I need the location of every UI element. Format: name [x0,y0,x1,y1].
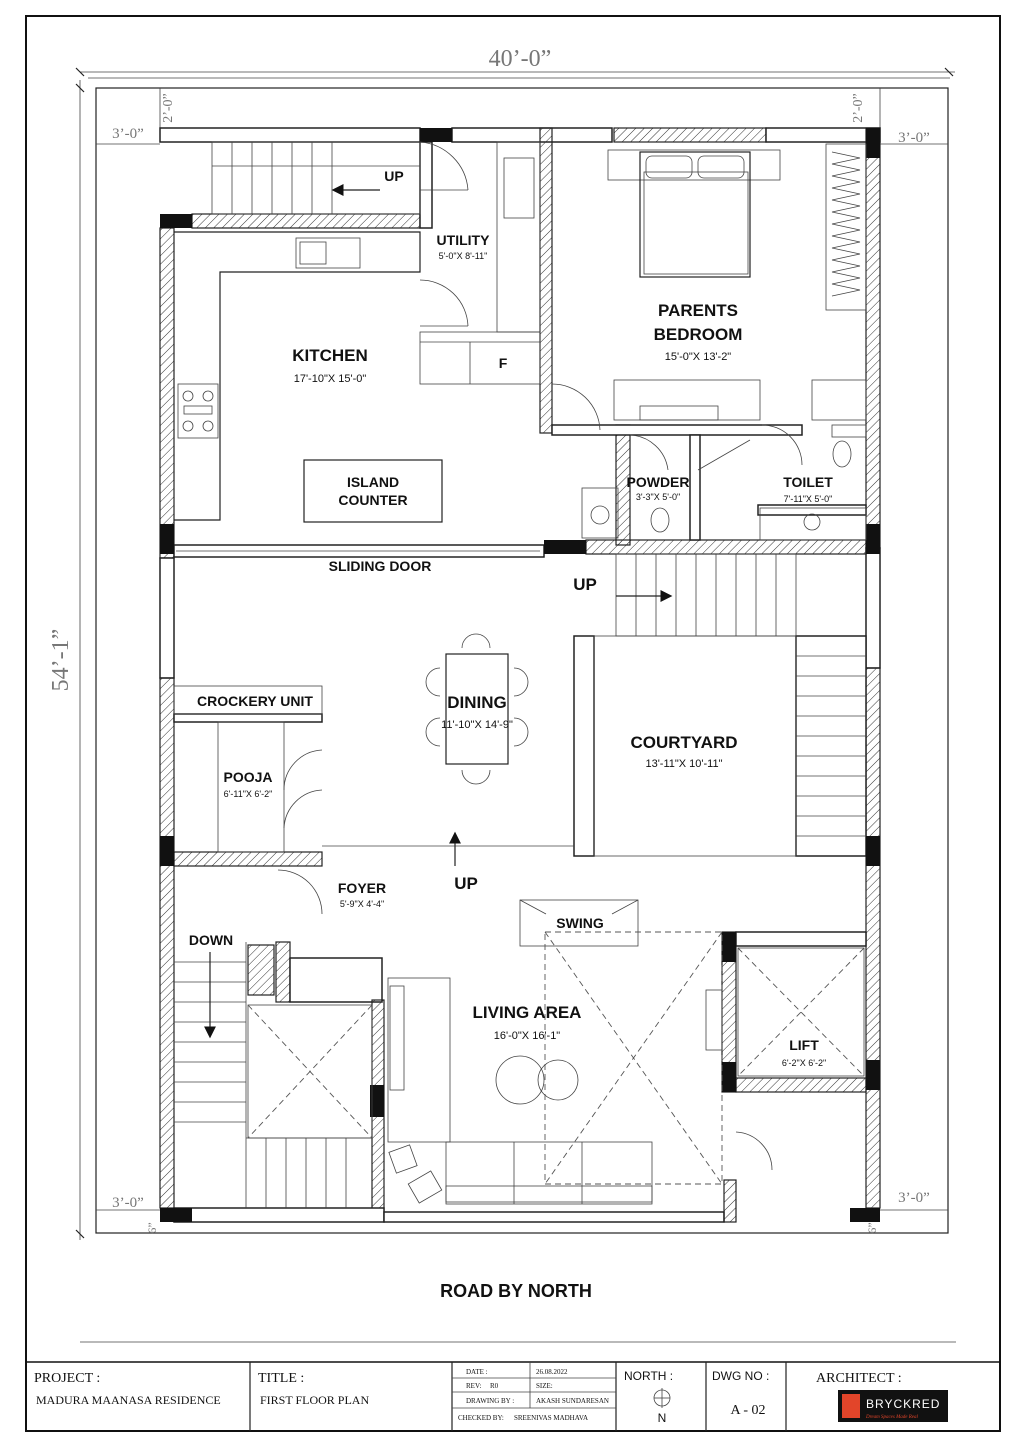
island-label-1: ISLAND [346,474,400,490]
stair-down-label: DOWN [188,932,234,948]
island-counter [304,460,442,522]
title-value: FIRST FLOOR PLAN [260,1393,370,1407]
title-label: TITLE : [258,1371,305,1386]
stair-up-label-top: UP [384,168,404,184]
bed-headboard [608,150,780,180]
swing-label: SWING [556,915,604,931]
bedroom-tv-unit [614,380,760,420]
setback-bottom-small-left: 6” [145,1222,159,1234]
toilet-dim: 7'-11"X 5'-0" [783,494,833,504]
island-label-2: COUNTER [338,492,408,508]
fridge-label: F [498,355,508,371]
foyer-label: FOYER [337,880,387,896]
courtyard-dim: 13'-11"X 10'-11" [645,758,723,770]
utility-dim: 5'-0"X 8'-11" [438,251,488,261]
overall-depth-dim: 54’-1” [48,628,74,692]
setback-top-left: 3’-0” [112,126,144,142]
lift-label: LIFT [789,1037,819,1053]
stair-up-label-mid: UP [573,575,597,594]
walls [160,128,880,1222]
architect-label: ARCHITECT : [816,1371,902,1386]
setback-front-left: 2’-0” [161,93,176,123]
utility-sink [504,158,534,218]
sofa-left [388,978,450,1142]
powder-dim: 3'-3"X 5'-0" [635,492,681,502]
checked-by-value: SREENIVAS MADHAVA [514,1414,589,1422]
pooja-unit [218,722,284,852]
title-block [26,1362,1000,1431]
sofa-bottom [446,1142,652,1204]
logo-text: BRYCKRED [866,1397,941,1411]
road-label: ROAD BY NORTH [440,1281,592,1301]
date-value: 26.08.2022 [536,1368,568,1376]
living-label: LIVING AREA [472,1003,582,1022]
columns [160,128,880,1222]
coffee-table [496,1056,544,1104]
drawing-by-label: DRAWING BY : [466,1397,515,1405]
size-label: SIZE: [536,1382,553,1390]
parents-label-2: BEDROOM [653,325,743,344]
bed [640,152,750,277]
setback-top-right: 3’-0” [898,130,930,146]
tv-unit [706,990,722,1050]
stair-up-label-foyer: UP [454,874,478,893]
dwg-label: DWG NO : [712,1369,770,1383]
north-letter: N [657,1411,667,1425]
toilet-wc [833,441,851,467]
parents-dim: 15'-0"X 13'-2" [664,351,732,363]
utility-label: UTILITY [436,232,490,248]
rev-value: R0 [490,1382,499,1390]
overall-width-dim: 40’-0” [488,46,552,72]
date-label: DATE : [466,1368,488,1376]
toilet-label: TOILET [783,474,833,490]
project-value: MADURA MAANASA RESIDENCE [36,1393,221,1407]
rev-label: REV: [466,1382,482,1390]
sliding-door-label: SLIDING DOOR [328,558,432,574]
powder-label: POWDER [626,474,690,490]
fixtures [174,142,866,1208]
kitchen-sink [296,238,360,268]
logo-mark-icon [842,1394,860,1418]
kitchen-dim: 17'-10"X 15'-0" [293,373,367,385]
crockery-label: CROCKERY UNIT [197,693,313,709]
kitchen-label: KITCHEN [292,346,368,365]
setback-front-right: 2’-0” [851,93,866,123]
dining-label: DINING [447,693,507,712]
setback-bottom-left: 3’-0” [112,1195,144,1211]
room-labels [189,168,833,1301]
architect-logo [838,1390,948,1422]
project-label: PROJECT : [34,1371,101,1386]
setback-bottom-small-right: 6” [865,1222,879,1234]
parents-label-1: PARENTS [658,301,738,320]
pooja-dim: 6'-11"X 6'-2" [223,789,273,799]
foyer-dim: 5'-9"X 4'-4" [339,899,385,909]
pooja-label: POOJA [223,769,273,785]
drawing-by-value: AKASH SUNDARESAN [536,1397,609,1405]
courtyard-label: COURTYARD [630,733,738,752]
north-label: NORTH : [624,1369,674,1383]
logo-tagline: Dream Spaces Made Real [866,1415,918,1420]
checked-by-label: CHECKED BY: [458,1414,504,1422]
living-dim: 16'-0"X 16'-1" [493,1030,561,1042]
dwg-value: A - 02 [730,1403,766,1418]
setback-bottom-right: 3’-0” [898,1190,930,1206]
dining-dim: 11'-10"X 14'-9" [441,719,513,731]
lift-dim: 6'-2"X 6'-2" [781,1058,827,1068]
